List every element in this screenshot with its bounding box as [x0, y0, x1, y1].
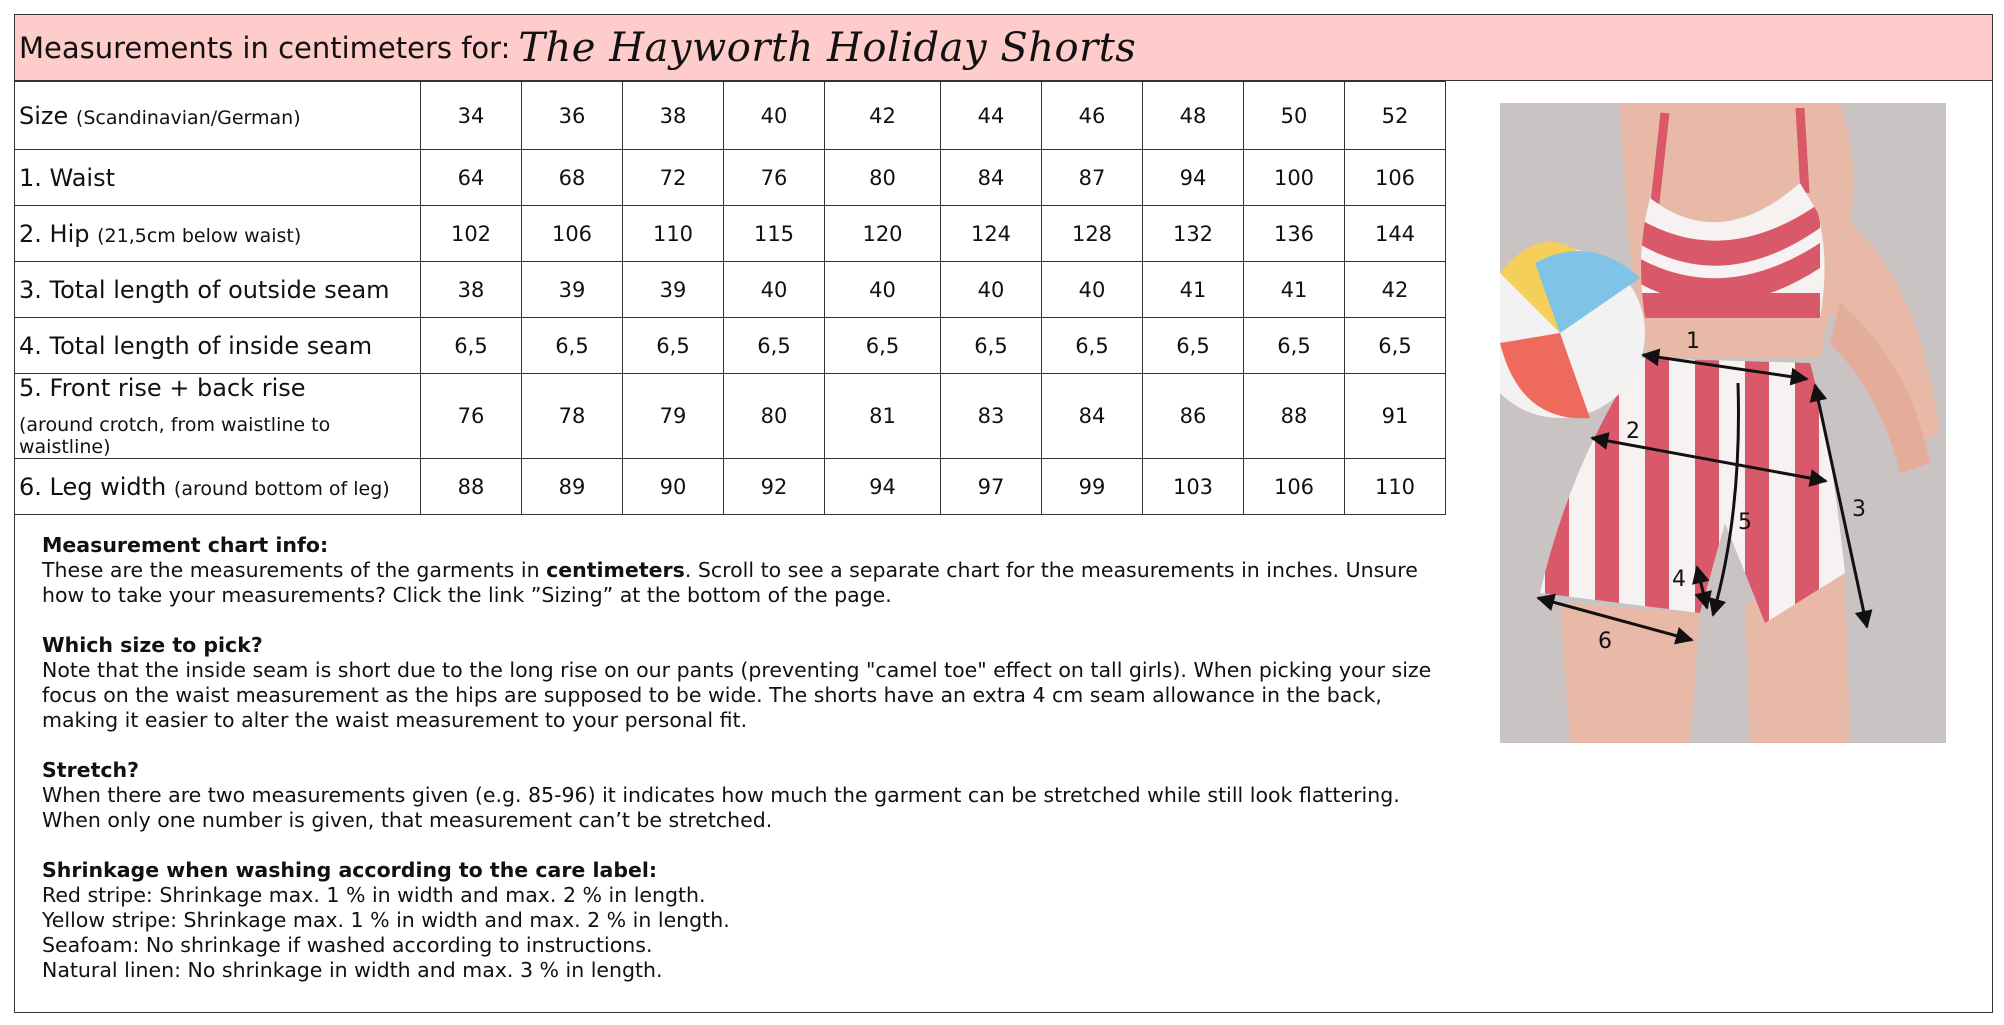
value-cell: 84 [1042, 374, 1143, 459]
value-cell: 68 [522, 150, 623, 206]
value-cell: 120 [825, 206, 941, 262]
size-header-row [15, 82, 1446, 150]
measurement-label: 3 [1852, 497, 1866, 522]
value-cell: 79 [623, 374, 724, 459]
value-cell: 115 [724, 206, 825, 262]
value-cell: 144 [1345, 206, 1446, 262]
row-label [15, 318, 421, 374]
value-cell: 41 [1143, 262, 1244, 318]
value-cell: 88 [421, 459, 522, 515]
value-cell: 110 [1345, 459, 1446, 515]
size-cell: 40 [724, 82, 825, 150]
row-label-text: 5. Front rise + back rise [19, 374, 306, 402]
row-label-text: 3. Total length of outside seam [19, 275, 390, 304]
value-cell: 6,5 [1143, 318, 1244, 374]
value-cell: 110 [623, 206, 724, 262]
value-cell: 86 [1143, 374, 1244, 459]
value-cell: 64 [421, 150, 522, 206]
chart-info-text-part: These are the measurements of the garments in [42, 558, 547, 582]
value-cell: 83 [941, 374, 1042, 459]
row-label [15, 374, 421, 459]
value-cell: 94 [1143, 150, 1244, 206]
size-pick-text: Note that the inside seam is short due to the long rise on our pants (preventing "camel toe" effect on tall girls). When picking your size focus on the waist measurement as the hips are supposed to be wide. The shorts have an extra 4 cm seam allowance in the back, making it easier to alter the waist measurement to your personal fit. [42, 658, 1432, 732]
chart-info-block [42, 533, 1442, 608]
row-label [15, 150, 421, 206]
measurement-label: 1 [1686, 329, 1700, 354]
value-cell: 6,5 [1345, 318, 1446, 374]
row-label-text: 4. Total length of inside seam [19, 331, 373, 360]
shrinkage-line: Red stripe: Shrinkage max. 1 % in width and max. 2 % in length. [42, 883, 706, 907]
value-cell: 6,5 [1244, 318, 1345, 374]
value-cell: 80 [724, 374, 825, 459]
table-row-hip [15, 206, 1446, 262]
value-cell: 80 [825, 150, 941, 206]
row-label-text: 6. Leg width [19, 472, 167, 501]
value-cell: 40 [724, 262, 825, 318]
measurement-label: 5 [1738, 510, 1752, 535]
value-cell: 136 [1244, 206, 1345, 262]
value-cell: 81 [825, 374, 941, 459]
size-cell: 42 [825, 82, 941, 150]
size-cell: 46 [1042, 82, 1143, 150]
shrinkage-line: Seafoam: No shrinkage if washed according to instructions. [42, 933, 653, 957]
value-cell: 6,5 [522, 318, 623, 374]
value-cell: 84 [941, 150, 1042, 206]
value-cell: 106 [522, 206, 623, 262]
stretch-block [42, 758, 1442, 833]
value-cell: 128 [1042, 206, 1143, 262]
value-cell: 40 [825, 262, 941, 318]
value-cell: 103 [1143, 459, 1244, 515]
product-name: The Hayworth Holiday Shorts [518, 24, 1137, 71]
value-cell: 40 [1042, 262, 1143, 318]
shrinkage-heading: Shrinkage when washing according to the care label: [42, 858, 658, 882]
value-cell: 100 [1244, 150, 1345, 206]
table-row-outside-seam [15, 262, 1446, 318]
value-cell: 6,5 [724, 318, 825, 374]
info-section [42, 533, 1442, 1008]
title-lead: Measurements in centimeters for: [19, 30, 511, 65]
row-label-text: 2. Hip [19, 219, 90, 248]
value-cell: 90 [623, 459, 724, 515]
value-cell: 76 [724, 150, 825, 206]
value-cell: 6,5 [1042, 318, 1143, 374]
row-label [15, 262, 421, 318]
value-cell: 88 [1244, 374, 1345, 459]
title-bar [14, 14, 1993, 81]
row-label-text: 1. Waist [19, 163, 116, 192]
stretch-heading: Stretch? [42, 758, 140, 782]
table-row-leg-width [15, 459, 1446, 515]
size-pick-block [42, 633, 1442, 733]
table-row-rise [15, 374, 1446, 459]
shorts-measurement-diagram [1500, 103, 1946, 743]
value-cell: 6,5 [941, 318, 1042, 374]
value-cell: 39 [623, 262, 724, 318]
size-cell: 34 [421, 82, 522, 150]
size-chart-table [14, 81, 1446, 515]
value-cell: 78 [522, 374, 623, 459]
value-cell: 106 [1244, 459, 1345, 515]
value-cell: 6,5 [623, 318, 724, 374]
chart-info-heading: Measurement chart info: [42, 533, 329, 557]
chart-info-bold: centimeters [546, 558, 685, 582]
value-cell: 38 [421, 262, 522, 318]
value-cell: 39 [522, 262, 623, 318]
value-cell: 76 [421, 374, 522, 459]
row-sublabel: (21,5cm below waist) [97, 224, 302, 247]
value-cell: 89 [522, 459, 623, 515]
measurement-label: 2 [1626, 419, 1640, 444]
size-cell: 52 [1345, 82, 1446, 150]
table-row-waist [15, 150, 1446, 206]
shrinkage-block [42, 858, 1442, 983]
size-sublabel: (Scandinavian/German) [75, 106, 301, 129]
size-cell: 44 [941, 82, 1042, 150]
size-label-cell [15, 82, 421, 150]
row-sublabel: (around crotch, from waistline to waistline) [19, 414, 331, 458]
size-label: Size [19, 101, 69, 130]
value-cell: 87 [1042, 150, 1143, 206]
value-cell: 91 [1345, 374, 1446, 459]
value-cell: 94 [825, 459, 941, 515]
measurement-label: 6 [1598, 629, 1612, 654]
value-cell: 72 [623, 150, 724, 206]
row-label [15, 206, 421, 262]
size-cell: 38 [623, 82, 724, 150]
value-cell: 124 [941, 206, 1042, 262]
value-cell: 6,5 [421, 318, 522, 374]
shrinkage-line: Yellow stripe: Shrinkage max. 1 % in width and max. 2 % in length. [42, 908, 730, 932]
chart-info-text-part: . Scroll to see a separate chart for the measurements in inches. Unsure how to take your measurements? Click the link ”Sizing” at the bottom of the page. [42, 558, 1418, 607]
row-sublabel: (around bottom of leg) [173, 477, 390, 500]
table-row-inside-seam [15, 318, 1446, 374]
size-cell: 50 [1244, 82, 1345, 150]
value-cell: 40 [941, 262, 1042, 318]
value-cell: 99 [1042, 459, 1143, 515]
value-cell: 92 [724, 459, 825, 515]
measurement-photo [1500, 103, 1946, 743]
value-cell: 97 [941, 459, 1042, 515]
value-cell: 41 [1244, 262, 1345, 318]
value-cell: 132 [1143, 206, 1244, 262]
value-cell: 106 [1345, 150, 1446, 206]
stretch-text: When there are two measurements given (e.g. 85-96) it indicates how much the garment can be stretched while still look flattering. When only one number is given, that measurement can’t be stretched. [42, 783, 1400, 832]
value-cell: 102 [421, 206, 522, 262]
size-cell: 48 [1143, 82, 1244, 150]
measurement-label: 4 [1672, 567, 1686, 592]
shrinkage-line: Natural linen: No shrinkage in width and max. 3 % in length. [42, 958, 663, 982]
size-cell: 36 [522, 82, 623, 150]
row-label [15, 459, 421, 515]
value-cell: 6,5 [825, 318, 941, 374]
value-cell: 42 [1345, 262, 1446, 318]
chart-info-text [42, 558, 1442, 608]
size-pick-heading: Which size to pick? [42, 633, 263, 657]
